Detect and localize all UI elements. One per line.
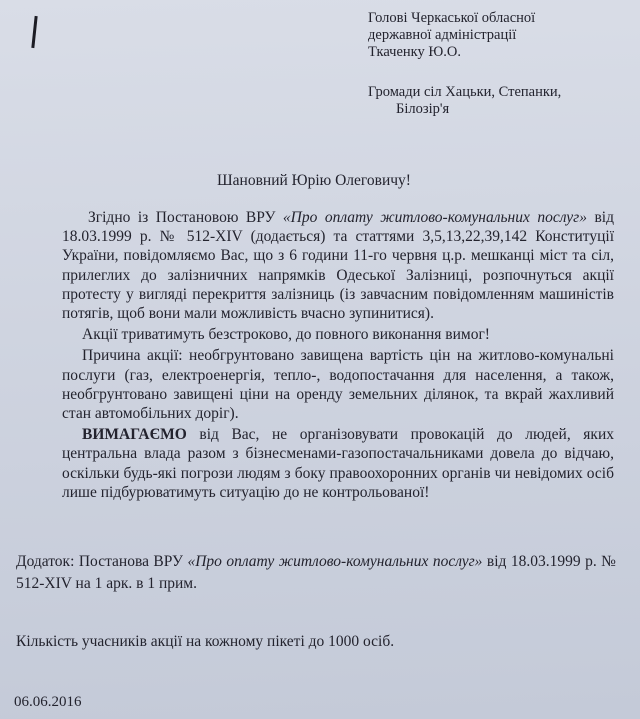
addressee-block — [368, 10, 535, 61]
salutation: Шановний Юрію Олеговичу! — [217, 172, 411, 189]
annex-text: Додаток: Постанова ВРУ — [16, 553, 188, 570]
paragraph-demands — [62, 425, 614, 502]
addressee-line: Голові Черкаської обласної — [368, 10, 536, 26]
paragraph-duration: Акції триватимуть безстроково, до повного виконання вимог! — [82, 326, 490, 344]
paragraph-legal-basis — [62, 208, 614, 323]
demand-keyword: ВИМАГАЄМО — [82, 426, 187, 444]
paragraph-text: Згідно із Постановою ВРУ — [88, 209, 283, 226]
annex-text: від 18.03.1999 р. № 512-XIV на 1 арк. в 1 прим. — [16, 553, 616, 592]
document-date: 06.06.2016 — [14, 694, 82, 710]
participants-note: Кількість учасників акції на кожному пікеті до 1000 осіб. — [16, 633, 395, 650]
handwritten-mark — [31, 16, 37, 48]
recipients-line: Білозір'я — [396, 101, 450, 117]
paragraph-text: від 18.03.1999 р. № 512-XIV (додається) та статтями 3,5,13,22,39,142 Конституції України, повідомляємо Вас, що з 6 години 11-го червня ц.р. мешканці міст та сіл, прилеглих до залізничних напрямків Одеської Залізниці, розпочнуться акції протесту у вигляді перекриття залізниць (із завчасним повідомленням машиністів потягів, щоб вони мали можливість вчасно зупинитися). — [62, 209, 614, 323]
addressee-line: Ткаченку Ю.О. — [368, 44, 462, 60]
paragraph-text: від Вас, не організовувати провокацій до людей, яких центральна влада разом з бізнесменами-газопостачальниками довела до відчаю, оскільки будь-які погрози людям з боку правоохоронних органів чи невідомих осіб лише підбурюватимуть ситуацію до не контрольованої! — [62, 426, 614, 501]
annex — [16, 551, 616, 595]
letter-body — [62, 208, 614, 502]
annex-title: «Про оплату житлово-комунальних послуг» — [187, 553, 483, 570]
recipients-block — [368, 84, 561, 118]
paragraph-reason: Причина акції: необгрунтовано завищена вартість цін на житлово-комунальні послуги (газ, електроенергія, тепло-, водопостачання для населення, а також, необгрунтовано завищені ціни на оренду земельних ділянок, та вкрай жахливий стан автомобільних доріг). — [62, 347, 614, 423]
resolution-title: «Про оплату житлово-комунальних послуг» — [282, 209, 587, 226]
recipients-line: Громади сіл Хацьки, Степанки, — [368, 84, 562, 100]
addressee-line: державної адміністрації — [368, 27, 517, 43]
